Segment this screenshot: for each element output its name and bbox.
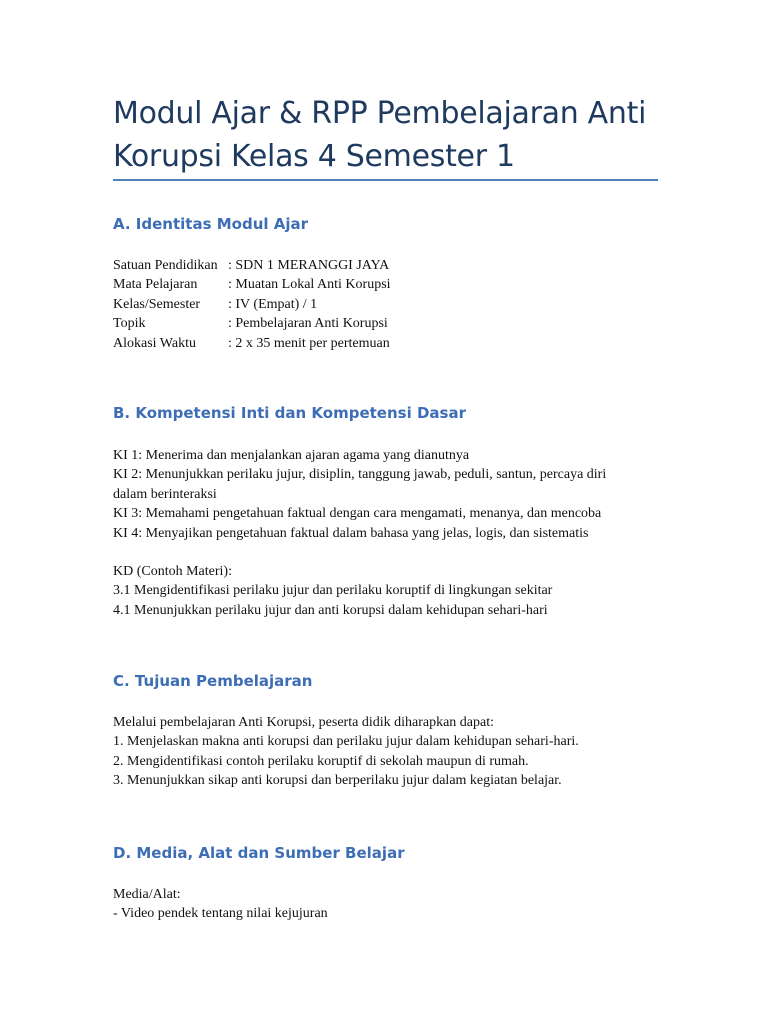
- ki-item: KI 3: Memahami pengetahuan faktual dengan cara mengamati, menanya, dan mencoba: [113, 506, 602, 522]
- identity-value: : Pembelajaran Anti Korupsi: [228, 316, 388, 332]
- kd-list: [113, 562, 552, 620]
- ki-item: KI 4: Menyajikan pengetahuan faktual dalam bahasa yang jelas, logis, dan sistematis: [113, 525, 589, 541]
- objective-item: 2. Mengidentifikasi contoh perilaku koruptif di sekolah maupun di rumah.: [113, 753, 529, 769]
- objective-item: 3. Menunjukkan sikap anti korupsi dan berperilaku jujur dalam kegiatan belajar.: [113, 773, 562, 789]
- page-title: Modul Ajar & RPP Pembelajaran Anti Korupsi Kelas 4 Semester 1: [113, 96, 647, 174]
- ki-item: KI 2: Menunjukkan perilaku jujur, disiplin, tanggung jawab, peduli, santun, percaya diri: [113, 467, 607, 483]
- identity-value: : SDN 1 MERANGGI JAYA: [228, 258, 390, 273]
- section-b-heading: B. Kompetensi Inti dan Kompetensi Dasar: [113, 404, 466, 422]
- section-d-heading: D. Media, Alat dan Sumber Belajar: [113, 844, 405, 862]
- objectives-list: [113, 713, 579, 791]
- ki-item: KI 1: Menerima dan menjalankan ajaran agama yang dianutnya: [113, 448, 470, 463]
- objective-item: 1. Menjelaskan makna anti korupsi dan perilaku jujur dalam kehidupan sehari-hari.: [113, 734, 579, 750]
- media-item: - Video pendek tentang nilai kejujuran: [113, 906, 328, 922]
- identity-value: : 2 x 35 menit per pertemuan: [228, 335, 390, 351]
- identity-row: [113, 275, 391, 294]
- ki-item-continued: dalam berinteraksi: [113, 486, 217, 502]
- title-underline: [113, 179, 658, 181]
- identity-table: [113, 256, 391, 353]
- identity-label: Mata Pelajaran: [113, 277, 198, 293]
- identity-row: [113, 314, 391, 333]
- identity-value: : IV (Empat) / 1: [228, 296, 318, 312]
- identity-row: [113, 295, 391, 314]
- identity-label: Alokasi Waktu: [113, 335, 196, 351]
- kd-item: 4.1 Menunjukkan perilaku jujur dan anti korupsi dalam kehidupan sehari-hari: [113, 602, 548, 618]
- kd-title: KD (Contoh Materi):: [113, 564, 232, 579]
- identity-label: Satuan Pendidikan: [113, 258, 218, 273]
- kd-item: 3.1 Mengidentifikasi perilaku jujur dan perilaku koruptif di lingkungan sekitar: [113, 583, 553, 599]
- objectives-intro: Melalui pembelajaran Anti Korupsi, peserta didik diharapkan dapat:: [113, 715, 494, 730]
- identity-label: Topik: [113, 316, 146, 332]
- identity-label: Kelas/Semester: [113, 296, 201, 312]
- section-a-heading: A. Identitas Modul Ajar: [113, 215, 309, 233]
- identity-row: [113, 256, 391, 275]
- section-c-heading: C. Tujuan Pembelajaran: [113, 672, 313, 690]
- identity-row: [113, 334, 391, 353]
- media-subtitle: Media/Alat:: [113, 887, 181, 902]
- ki-list: [113, 446, 606, 543]
- media-list: [113, 885, 328, 924]
- identity-value: : Muatan Lokal Anti Korupsi: [228, 277, 391, 293]
